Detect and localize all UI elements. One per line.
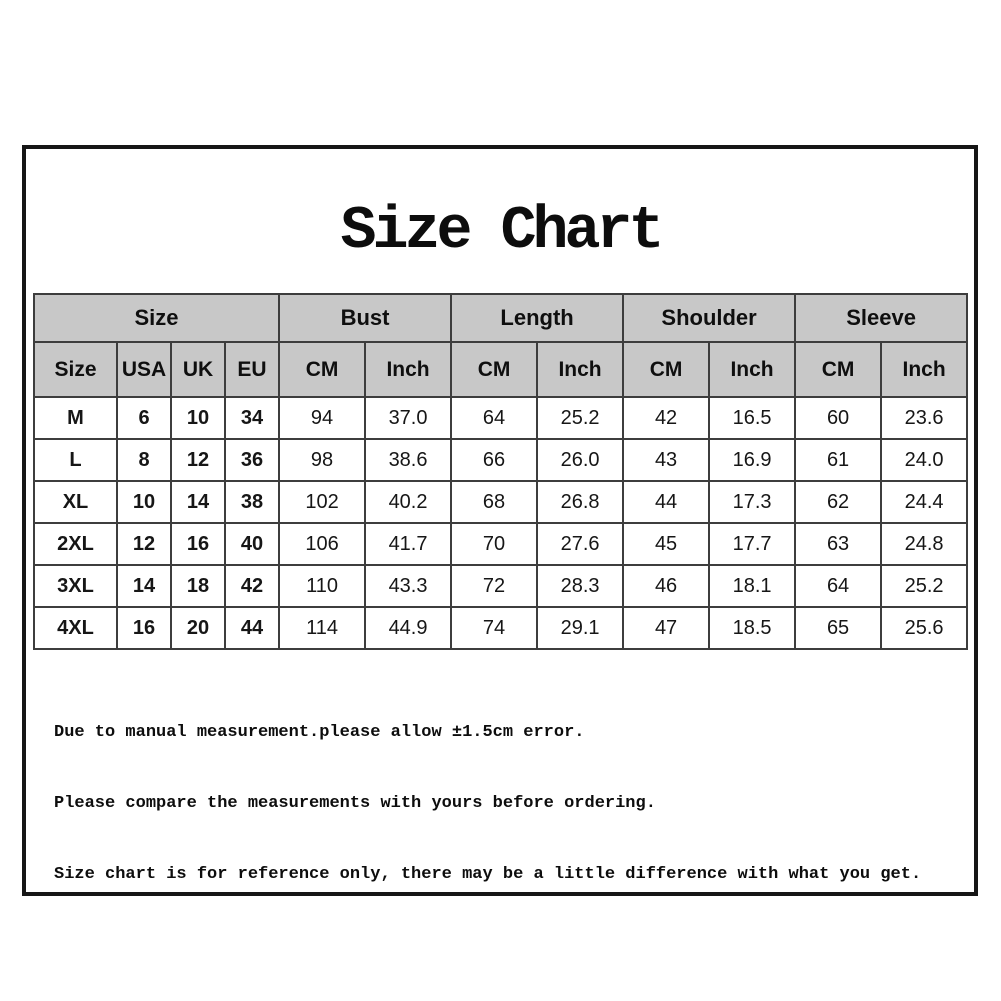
column-header-cell: Inch [709,342,795,397]
value-cell: 18 [171,565,225,607]
value-cell: 6 [117,397,171,439]
value-cell: 34 [225,397,279,439]
size-cell: 4XL [34,607,117,649]
value-cell: 94 [279,397,365,439]
value-cell: 60 [795,397,881,439]
table-row [34,607,967,649]
value-cell: 17.7 [709,523,795,565]
value-cell: 16.9 [709,439,795,481]
column-header-cell: CM [279,342,365,397]
column-header-cell: Inch [881,342,967,397]
value-cell: 42 [225,565,279,607]
column-header-cell: CM [623,342,709,397]
value-cell: 24.0 [881,439,967,481]
value-cell: 41.7 [365,523,451,565]
value-cell: 36 [225,439,279,481]
group-header-cell: Bust [279,294,451,342]
column-header-cell: CM [451,342,537,397]
value-cell: 61 [795,439,881,481]
value-cell: 42 [623,397,709,439]
page-title: Size Chart [340,198,661,266]
table-row [34,439,967,481]
value-cell: 26.8 [537,481,623,523]
note-line-measurement-error: Due to manual measurement.please allow ±1.5cm error. [54,723,585,743]
value-cell: 18.5 [709,607,795,649]
value-cell: 47 [623,607,709,649]
value-cell: 20 [171,607,225,649]
value-cell: 14 [117,565,171,607]
value-cell: 43 [623,439,709,481]
value-cell: 64 [451,397,537,439]
value-cell: 43.3 [365,565,451,607]
value-cell: 72 [451,565,537,607]
value-cell: 10 [117,481,171,523]
table-row [34,523,967,565]
value-cell: 38 [225,481,279,523]
value-cell: 38.6 [365,439,451,481]
column-header-cell: CM [795,342,881,397]
value-cell: 24.4 [881,481,967,523]
value-cell: 114 [279,607,365,649]
value-cell: 29.1 [537,607,623,649]
size-cell: XL [34,481,117,523]
table-column-header-row [34,342,967,397]
value-cell: 10 [171,397,225,439]
size-chart-table [33,293,968,650]
value-cell: 102 [279,481,365,523]
value-cell: 16.5 [709,397,795,439]
value-cell: 44 [225,607,279,649]
value-cell: 27.6 [537,523,623,565]
value-cell: 98 [279,439,365,481]
table-body [34,397,967,649]
value-cell: 18.1 [709,565,795,607]
table-row [34,397,967,439]
size-cell: 2XL [34,523,117,565]
table-row [34,565,967,607]
value-cell: 17.3 [709,481,795,523]
value-cell: 14 [171,481,225,523]
table-head [34,294,967,397]
value-cell: 24.8 [881,523,967,565]
value-cell: 110 [279,565,365,607]
value-cell: 37.0 [365,397,451,439]
value-cell: 70 [451,523,537,565]
column-header-cell: Inch [365,342,451,397]
group-header-cell: Sleeve [795,294,967,342]
notes-block [54,674,921,934]
group-header-cell: Size [34,294,279,342]
value-cell: 25.6 [881,607,967,649]
value-cell: 66 [451,439,537,481]
size-cell: M [34,397,117,439]
value-cell: 12 [171,439,225,481]
column-header-cell: Size [34,342,117,397]
group-header-cell: Length [451,294,623,342]
value-cell: 40 [225,523,279,565]
note-line-reference-only: Size chart is for reference only, there may be a little difference with what you get. [54,864,922,884]
value-cell: 68 [451,481,537,523]
value-cell: 26.0 [537,439,623,481]
value-cell: 16 [171,523,225,565]
value-cell: 25.2 [537,397,623,439]
value-cell: 106 [279,523,365,565]
value-cell: 8 [117,439,171,481]
value-cell: 63 [795,523,881,565]
column-header-cell: USA [117,342,171,397]
value-cell: 45 [623,523,709,565]
value-cell: 44.9 [365,607,451,649]
note-line-compare-measurements: Please compare the measurements with yours before ordering. [54,793,656,813]
value-cell: 44 [623,481,709,523]
value-cell: 65 [795,607,881,649]
value-cell: 28.3 [537,565,623,607]
value-cell: 25.2 [881,565,967,607]
value-cell: 16 [117,607,171,649]
column-header-cell: Inch [537,342,623,397]
column-header-cell: EU [225,342,279,397]
column-header-cell: UK [171,342,225,397]
value-cell: 62 [795,481,881,523]
value-cell: 46 [623,565,709,607]
group-header-cell: Shoulder [623,294,795,342]
value-cell: 40.2 [365,481,451,523]
value-cell: 23.6 [881,397,967,439]
value-cell: 64 [795,565,881,607]
size-cell: 3XL [34,565,117,607]
value-cell: 74 [451,607,537,649]
size-cell: L [34,439,117,481]
table-group-header-row [34,294,967,342]
table-row [34,481,967,523]
value-cell: 12 [117,523,171,565]
